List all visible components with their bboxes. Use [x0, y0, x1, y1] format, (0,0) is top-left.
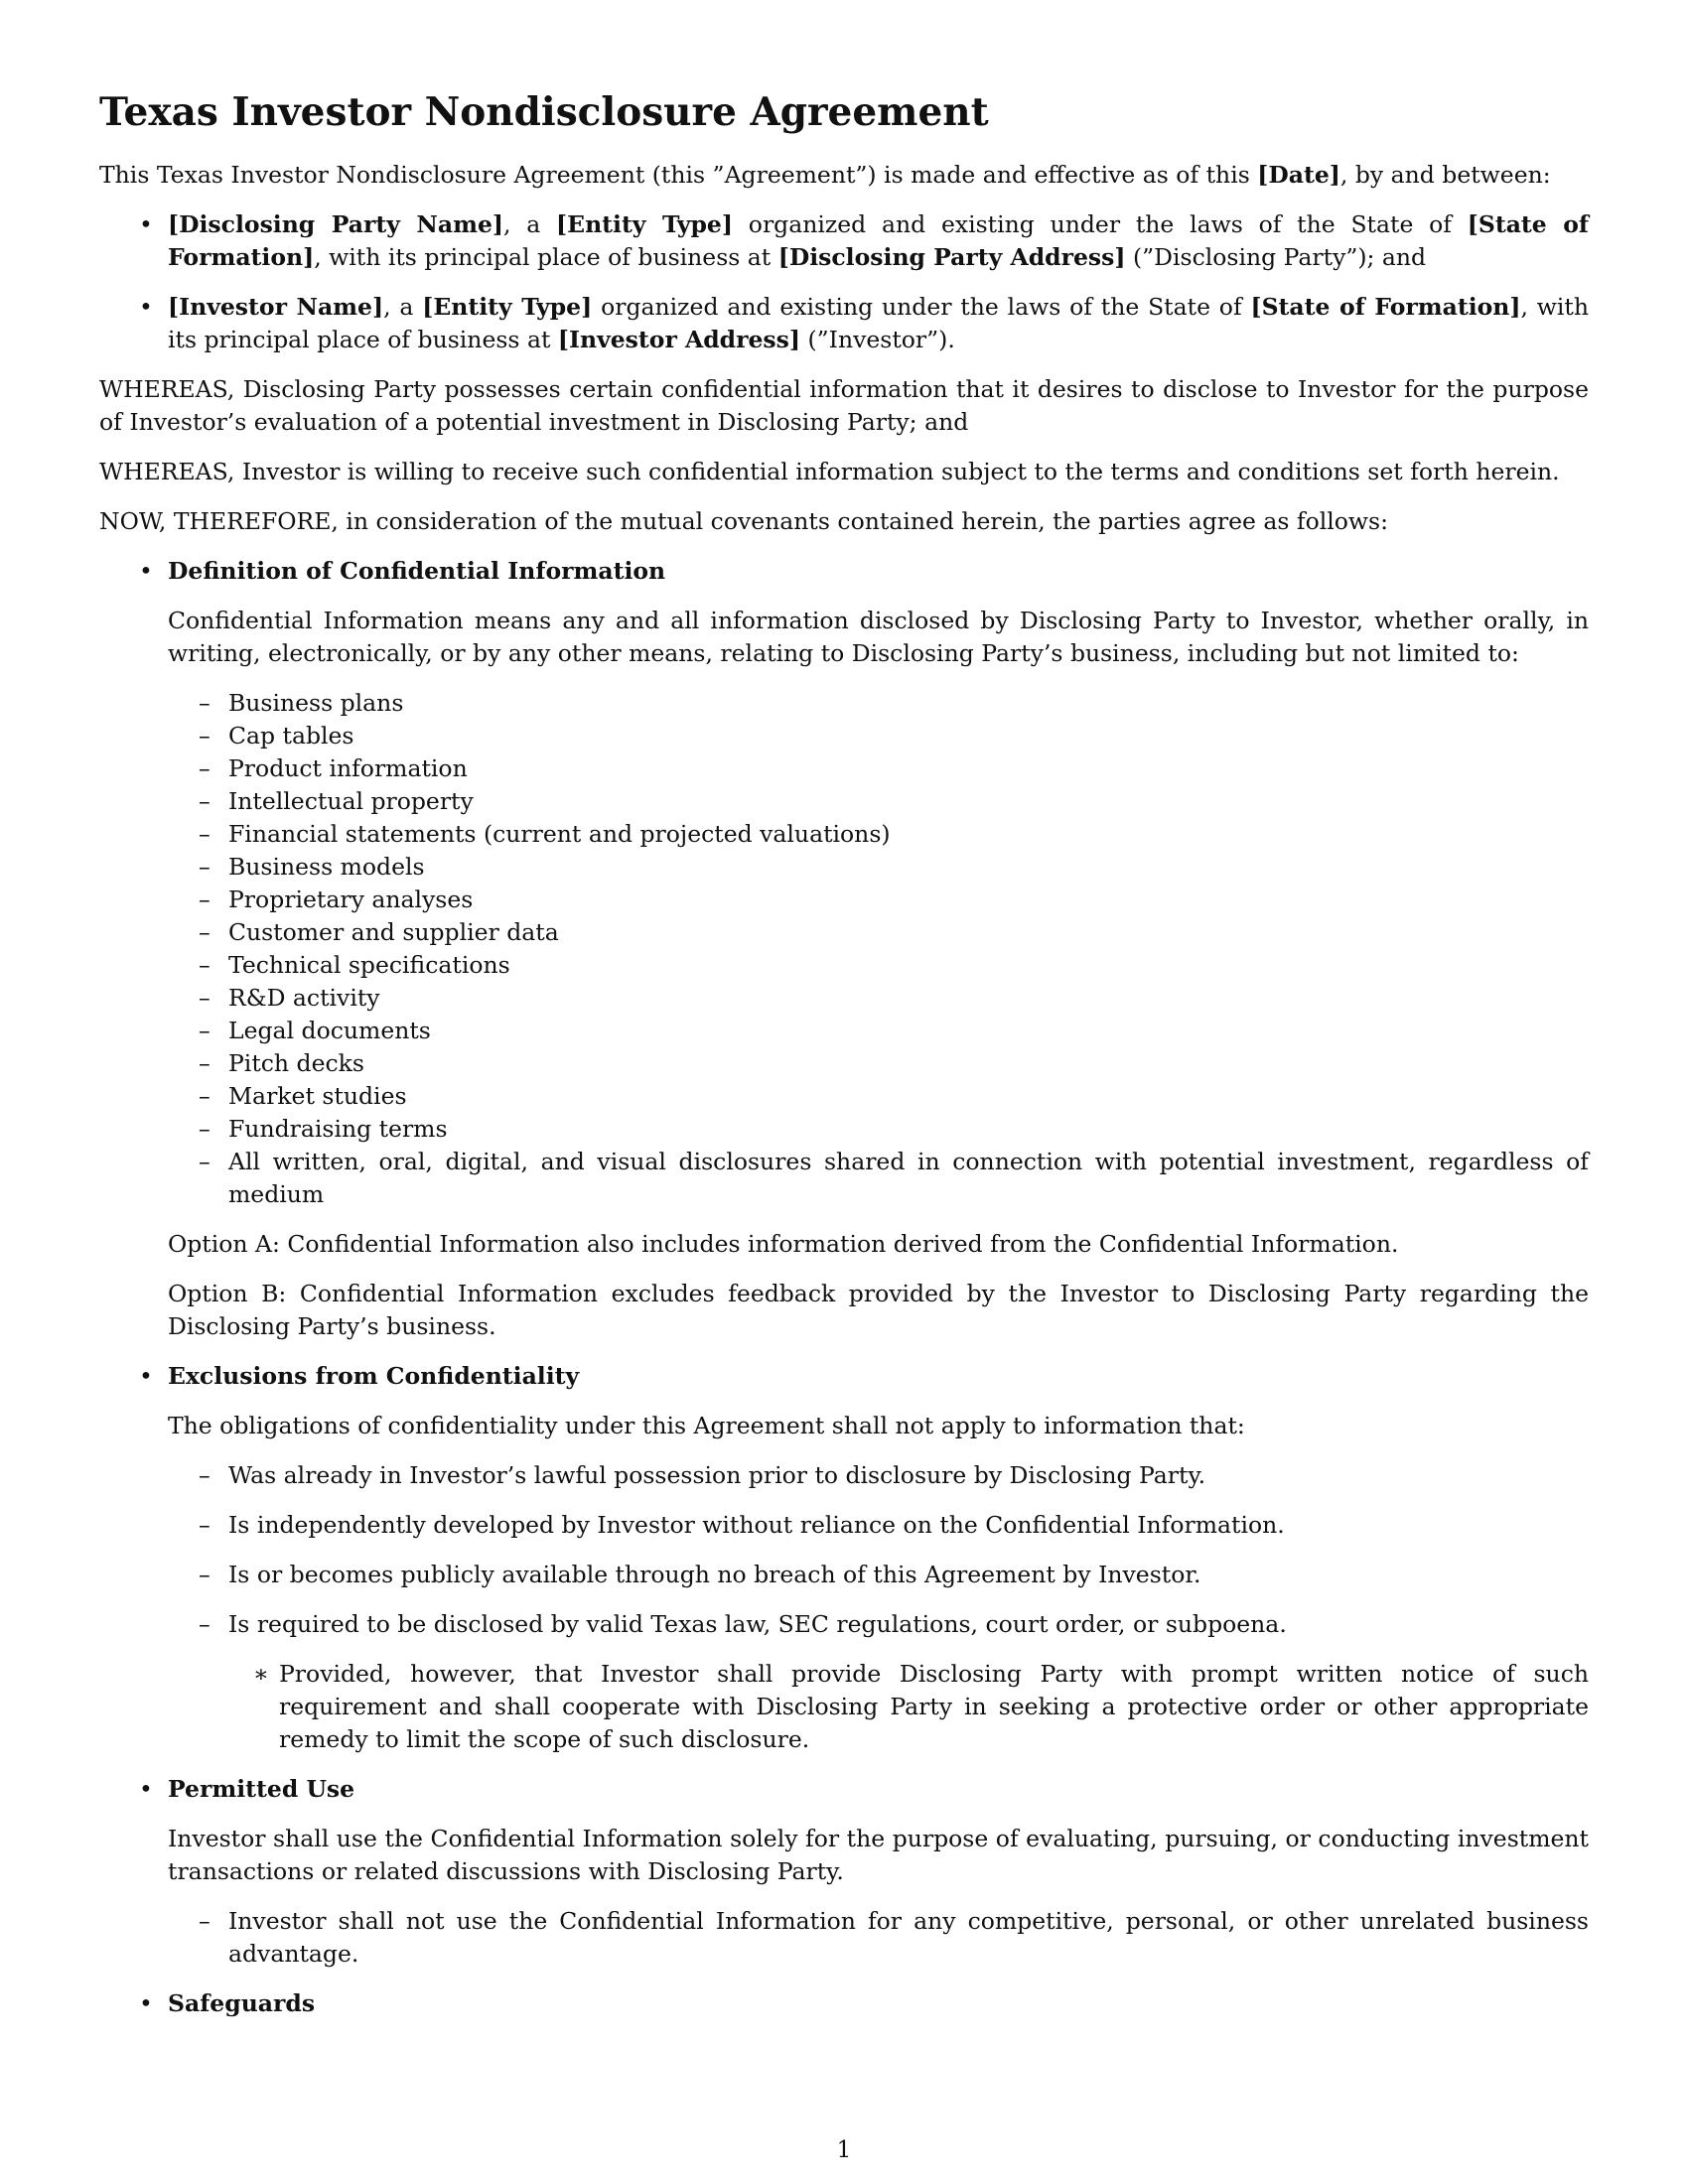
list-item: – Intellectual property	[168, 785, 1589, 818]
state-of-formation: [State of Formation]	[1250, 293, 1521, 321]
recital-now-therefore: NOW, THEREFORE, in consideration of the mutual covenants contained herein, the parties agree as follows:	[99, 507, 1389, 535]
list-item: – Product information	[168, 752, 1589, 785]
section-title: • Definition of Confidential Information	[168, 557, 666, 585]
section-title: • Permitted Use	[168, 1775, 355, 1803]
party-text: , a	[503, 210, 557, 238]
list-item: – Is or becomes publicly available through no breach of this Agreement by Investor.	[168, 1559, 1589, 1591]
list-item: – Business models	[168, 851, 1589, 884]
entity-type: [Entity Type]	[422, 293, 593, 321]
sections-list	[99, 555, 1589, 2020]
recital-2: WHEREAS, Investor is willing to receive such confidential information subject to the terms and conditions set forth herein.	[99, 458, 1560, 485]
list-item: – Cap tables	[168, 720, 1589, 752]
party-text: , with its principal place of business at	[168, 293, 1589, 353]
list-item: – Is independently developed by Investor without reliance on the Confidential Information.	[168, 1509, 1589, 1542]
party-text: (”Investor”).	[800, 326, 955, 353]
intro-text: This Texas Investor Nondisclosure Agreement (this ”Agreement”) is made and effective as of this	[99, 161, 1258, 189]
proviso-list	[228, 1658, 1589, 1756]
party-name: [Investor Name]	[168, 293, 384, 321]
intro-paragraph	[99, 159, 1589, 192]
list-item: – Pitch decks	[168, 1047, 1589, 1080]
list-item: – Business plans	[168, 687, 1589, 720]
section-safeguards	[99, 1987, 1589, 2020]
list-item: – Market studies	[168, 1080, 1589, 1113]
list-item: – Financial statements (current and projected valuations)	[168, 818, 1589, 851]
intro-suffix: , by and between:	[1339, 161, 1551, 189]
section-title: • Safeguards	[168, 1989, 316, 2017]
document-content	[99, 87, 1589, 2020]
recital-1: WHEREAS, Disclosing Party possesses certain confidential information that it desires to disclose to Investor for the purpose of Investor’s evaluation of a potential investment in Disclosing Party; and	[99, 375, 1589, 436]
list-item: – Fundraising terms	[168, 1113, 1589, 1146]
list-item: – All written, oral, digital, and visual disclosures shared in connection with potential investment, regardless of medium	[168, 1146, 1589, 1211]
party-address: [Disclosing Party Address]	[777, 243, 1126, 271]
section-body: The obligations of confidentiality under this Agreement shall not apply to information that:	[168, 1412, 1245, 1439]
list-item: – Was already in Investor’s lawful possession prior to disclosure by Disclosing Party.	[168, 1459, 1589, 1492]
proviso-item: ∗ Provided, however, that Investor shall provide Disclosing Party with prompt written notice of such requirement and shall cooperate with Disclosing Party in seeking a protective order or other appropriate remedy to limit the scope of such disclosure.	[228, 1658, 1589, 1756]
option-a: Option A: Confidential Information also includes information derived from the Confidential Information.	[168, 1230, 1399, 1258]
party-text: , with its principal place of business at	[314, 243, 778, 271]
party-text: organized and existing under the laws of the State of	[592, 293, 1251, 321]
list-item: – R&D activity	[168, 982, 1589, 1015]
section-permitted-use	[99, 1773, 1589, 1971]
section-title: • Exclusions from Confidentiality	[168, 1362, 580, 1390]
list-item: – Customer and supplier data	[168, 916, 1589, 949]
page-number: 1	[836, 2137, 852, 2163]
section-body: Investor shall use the Confidential Information solely for the purpose of evaluating, pursuing, or conducting investment transactions or related discussions with Disclosing Party.	[168, 1825, 1589, 1885]
document-title: Texas Investor Nondisclosure Agreement	[99, 89, 989, 135]
list-item: – Legal documents	[168, 1015, 1589, 1047]
list-item-text: Is required to be disclosed by valid Texas law, SEC regulations, court order, or subpoena.	[228, 1610, 1287, 1638]
permitted-use-list	[168, 1905, 1589, 1971]
state-of-formation: [State of Formation]	[168, 210, 1589, 271]
list-item: – Proprietary analyses	[168, 884, 1589, 916]
date-placeholder: [Date]	[1257, 161, 1340, 189]
section-definition	[99, 555, 1589, 1343]
parties-list	[99, 208, 1589, 356]
party-disclosing	[99, 208, 1589, 274]
party-investor	[99, 291, 1589, 356]
confidential-info-list	[168, 687, 1589, 1211]
party-text: organized and existing under the laws of the State of	[733, 210, 1468, 238]
section-body: Confidential Information means any and all information disclosed by Disclosing Party to Investor, whether orally, in writing, electronically, or by any other means, relating to Disclosing Party’s business, including but not limited to:	[168, 607, 1589, 667]
party-text: , a	[383, 293, 423, 321]
exclusions-list	[168, 1459, 1589, 1756]
section-exclusions	[99, 1360, 1589, 1756]
option-b: Option B: Confidential Information excludes feedback provided by the Investor to Disclosing Party regarding the Disclosing Party’s business.	[168, 1280, 1589, 1340]
list-item: – Technical specifications	[168, 949, 1589, 982]
list-item: – Investor shall not use the Confidential Information for any competitive, personal, or other unrelated business advantage.	[168, 1905, 1589, 1971]
list-item	[168, 1608, 1589, 1756]
party-address: [Investor Address]	[557, 326, 801, 353]
entity-type: [Entity Type]	[556, 210, 734, 238]
party-text: (”Disclosing Party”); and	[1125, 243, 1427, 271]
party-name: [Disclosing Party Name]	[168, 210, 504, 238]
